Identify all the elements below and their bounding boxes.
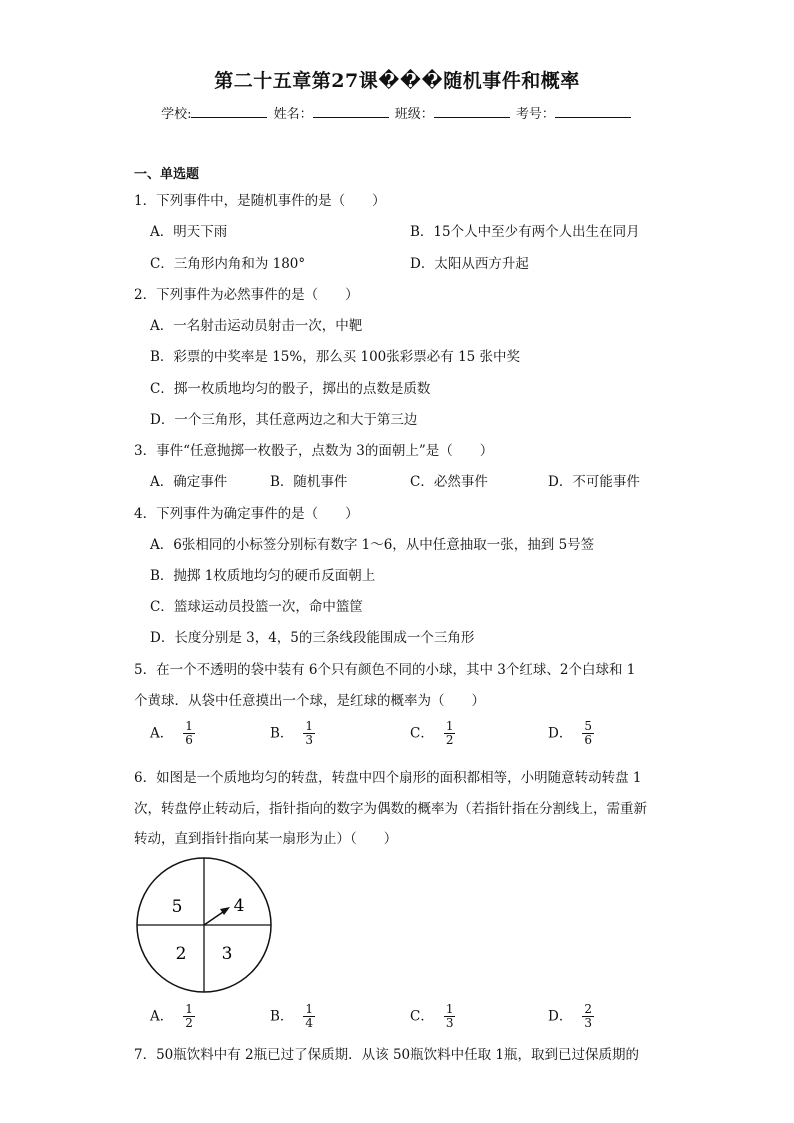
q6-option-c-fraction [444, 1003, 456, 1030]
q5-option-b-label: B． [270, 725, 294, 742]
q5-option-b [270, 720, 315, 747]
q6-option-c [410, 1003, 455, 1030]
spinner-label-bottom-left: 2 [175, 944, 187, 964]
q2-stem: 2．下列事件为必然事件的是（ ） [134, 287, 359, 303]
spinner-label-top-left: 5 [171, 897, 183, 917]
q5-option-d-denominator: 6 [584, 733, 592, 747]
page-title: 第二十五章第27课���随机事件和概率 [214, 70, 580, 92]
school-label: 学校: [161, 107, 192, 122]
q1-option-a: A．明天下雨 [150, 224, 228, 240]
section-title: 一、单选题 [134, 167, 200, 182]
q2-option-c: C．掷一枚质地均匀的骰子，掷出的点数是质数 [150, 381, 431, 397]
q5-option-c [410, 720, 455, 747]
exam-no-blank[interactable] [555, 105, 631, 118]
name-blank[interactable] [313, 105, 389, 118]
q6-option-b-denominator: 4 [305, 1016, 314, 1030]
q6-option-a-numerator: 1 [185, 1002, 193, 1016]
q5-option-c-fraction [444, 720, 456, 747]
q6-option-d-denominator: 3 [584, 1016, 592, 1030]
q5-option-b-numerator: 1 [305, 719, 314, 733]
q5-option-c-denominator: 2 [445, 733, 454, 747]
q4-stem: 4．下列事件为确定事件的是（ ） [134, 506, 359, 522]
class-label: 班级： [394, 107, 434, 122]
q5-option-d-fraction [582, 720, 594, 747]
q5-option-b-fraction [303, 720, 315, 747]
q3-stem: 3．事件“任意抛掷一枚骰子，点数为 3的面朝上”是（ ） [134, 443, 494, 459]
q6-stem-line2: 次，转盘停止转动后，指针指向的数字为偶数的概率为（若指针指在分割线上，需重新 [134, 801, 647, 817]
q4-option-a: A．6张相同的小标签分别标有数字 1～6，从中任意抽取一张，抽到 5号签 [150, 537, 595, 553]
q1-stem: 1．下列事件中，是随机事件的是（ ） [134, 193, 386, 209]
q3-option-c: C．必然事件 [410, 474, 488, 490]
q1-option-b: B．15个人中至少有两个人出生在同月 [410, 224, 640, 240]
q6-option-b [270, 1003, 315, 1030]
q5-option-c-label: C． [410, 725, 434, 742]
spinner-label-bottom-right: 3 [221, 944, 233, 964]
q5-option-d-numerator: 5 [584, 719, 592, 733]
q7-stem-line1: 7．50瓶饮料中有 2瓶已过了保质期．从该 50瓶饮料中任取 1瓶，取到已过保质期的 [134, 1047, 639, 1063]
q5-stem-line2: 个黄球．从袋中任意摸出一个球，是红球的概率为（ ） [134, 693, 485, 709]
q6-option-d-label: D． [548, 1008, 573, 1025]
q2-option-d: D．一个三角形，其任意两边之和大于第三边 [150, 412, 418, 428]
student-info-line [0, 103, 794, 122]
q5-option-d-label: D． [548, 725, 573, 742]
class-blank[interactable] [434, 105, 510, 118]
q6-option-a-fraction [183, 1003, 195, 1030]
q5-stem-line1: 5．在一个不透明的袋中装有 6个只有颜色不同的小球，其中 3个红球、2个白球和 1 [134, 662, 636, 678]
q4-option-c: C．篮球运动员投篮一次，命中篮筐 [150, 599, 363, 615]
q6-stem-line3: 转动，直到指针指向某一扇形为止）（ ） [134, 831, 398, 847]
q4-option-b: B．抛掷 1枚质地均匀的硬币反面朝上 [150, 568, 376, 584]
q5-option-a-fraction [183, 720, 195, 747]
q6-option-b-fraction [303, 1003, 315, 1030]
q1-option-d: D．太阳从西方升起 [410, 256, 529, 272]
q3-option-b: B．随机事件 [270, 474, 348, 490]
q5-option-b-denominator: 3 [305, 733, 314, 747]
q6-option-a [150, 1003, 195, 1030]
q5-option-a-label: A． [150, 725, 174, 742]
q6-option-d-numerator: 2 [584, 1002, 592, 1016]
q3-option-d: D．不可能事件 [548, 474, 640, 490]
q6-option-a-denominator: 2 [185, 1016, 193, 1030]
spinner-figure [134, 855, 276, 997]
q2-option-b: B．彩票的中奖率是 15%，那么买 100张彩票必有 15 张中奖 [150, 349, 521, 365]
name-label: 姓名： [273, 107, 313, 122]
q6-option-a-label: A． [150, 1008, 174, 1025]
q4-option-d: D．长度分别是 3，4，5的三条线段能围成一个三角形 [150, 630, 475, 646]
q6-option-c-label: C． [410, 1008, 434, 1025]
q6-option-b-label: B． [270, 1008, 294, 1025]
q3-option-a: A．确定事件 [150, 474, 228, 490]
q6-option-d [548, 1003, 594, 1030]
q5-option-a [150, 720, 195, 747]
q5-option-c-numerator: 1 [445, 719, 454, 733]
q5-option-a-numerator: 1 [185, 719, 193, 733]
q6-stem-line1: 6．如图是一个质地均匀的转盘，转盘中四个扇形的面积都相等，小明随意转动转盘 1 [134, 770, 642, 786]
q2-option-a: A．一名射击运动员射击一次，中靶 [150, 318, 363, 334]
q6-option-c-denominator: 3 [445, 1016, 454, 1030]
q6-option-b-numerator: 1 [305, 1002, 314, 1016]
q5-option-a-denominator: 6 [185, 733, 193, 747]
school-blank[interactable] [191, 105, 267, 118]
exam-no-label: 考号： [515, 107, 555, 122]
q6-option-d-fraction [582, 1003, 594, 1030]
q1-option-c: C．三角形内角和为 180° [150, 256, 306, 272]
q6-option-c-numerator: 1 [445, 1002, 454, 1016]
q5-option-d [548, 720, 594, 747]
spinner-label-top-right: 4 [233, 896, 245, 916]
